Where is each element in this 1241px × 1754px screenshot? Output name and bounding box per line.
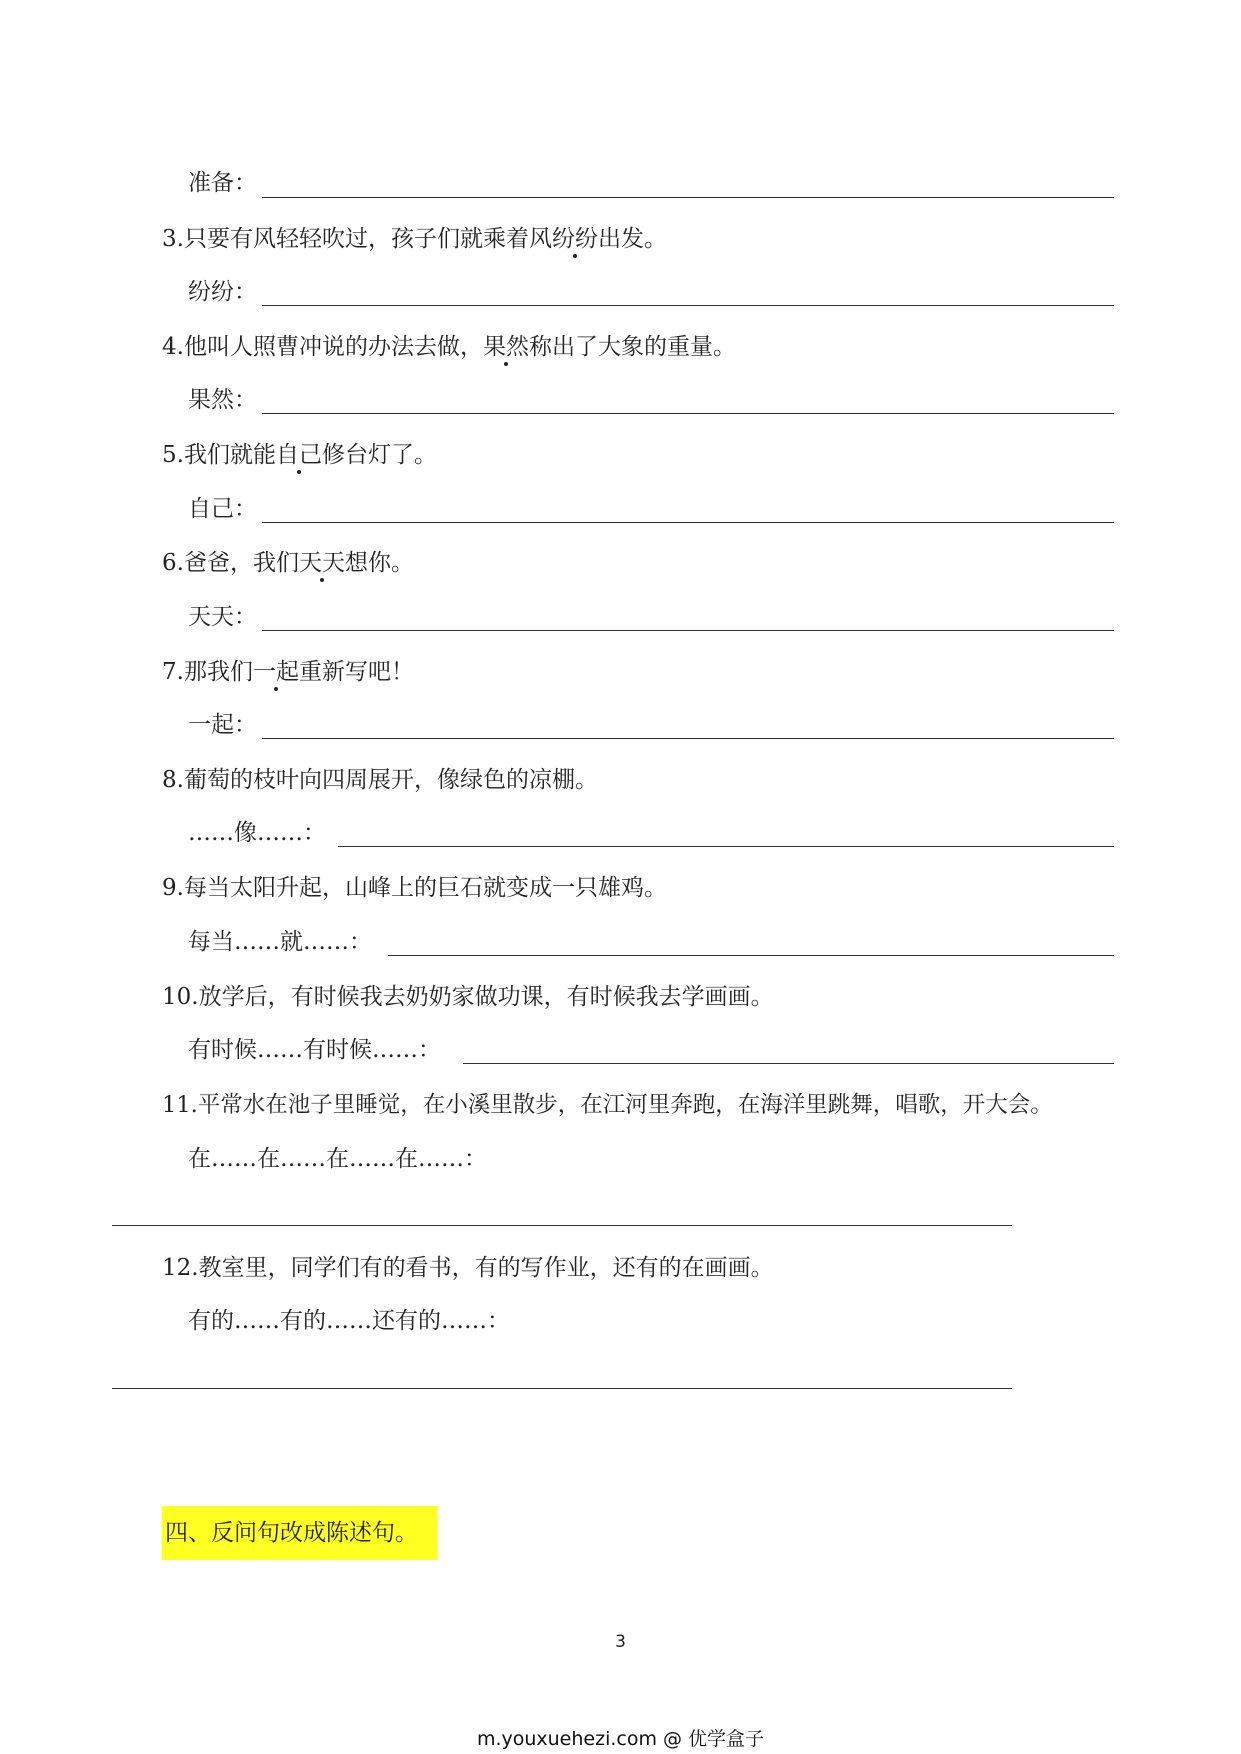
question-number: 3. xyxy=(162,226,184,252)
answer-line-7[interactable] xyxy=(262,738,1114,739)
answer-label-12: 有的……有的……还有的……： xyxy=(188,1308,510,1334)
sentence-part: 修台灯了。 xyxy=(321,442,437,468)
answer-line-3[interactable] xyxy=(262,305,1114,306)
answer-line-8[interactable] xyxy=(338,846,1114,847)
question-number: 12. xyxy=(162,1255,199,1281)
answer-label-3: 纷纷： xyxy=(188,279,257,305)
question-3 xyxy=(162,224,667,254)
question-number: 10. xyxy=(162,984,199,1010)
sentence-part: 想你。 xyxy=(344,550,414,576)
answer-line-12[interactable] xyxy=(112,1388,1012,1389)
sentence: 放学后，有时候我去奶奶家做功课，有时候我去学画画。 xyxy=(198,984,774,1010)
answer-line-10[interactable] xyxy=(463,1063,1114,1064)
question-number: 7. xyxy=(162,659,184,685)
answer-line-5[interactable] xyxy=(262,522,1114,523)
key-word: 自己 xyxy=(275,442,322,468)
key-word: 天天 xyxy=(298,550,345,576)
sentence-part: 重新写吧！ xyxy=(298,659,414,685)
answer-label-5: 自己： xyxy=(188,496,257,522)
sentence: 葡萄的枝叶向四周展开，像绿色的凉棚。 xyxy=(183,767,598,793)
answer-line-4[interactable] xyxy=(262,413,1114,414)
sentence-part: 那我们 xyxy=(183,659,253,685)
question-number: 11. xyxy=(162,1092,198,1118)
question-5 xyxy=(162,440,437,470)
answer-label-2: 准备： xyxy=(188,170,257,196)
question-11 xyxy=(162,1090,1053,1120)
answer-line-2[interactable] xyxy=(262,197,1114,198)
question-6 xyxy=(162,548,414,578)
answer-line-6[interactable] xyxy=(262,630,1114,631)
answer-line-11[interactable] xyxy=(112,1225,1012,1226)
answer-label-4: 果然： xyxy=(188,387,257,413)
question-4 xyxy=(162,332,736,362)
footer-watermark: m.youxuehezi.com @ 优学盒子 xyxy=(476,1728,765,1750)
page-number: 3 xyxy=(615,1632,626,1652)
question-number: 9. xyxy=(162,875,184,901)
key-word: 一起 xyxy=(252,659,299,685)
question-number: 6. xyxy=(162,550,184,576)
question-number: 5. xyxy=(162,442,184,468)
sentence-part: 我们就能 xyxy=(183,442,276,468)
question-number: 4. xyxy=(162,334,184,360)
sentence-part: 爸爸，我们 xyxy=(183,550,299,576)
answer-label-9: 每当……就……： xyxy=(188,929,372,955)
answer-label-8: ……像……： xyxy=(188,820,326,846)
sentence: 教室里，同学们有的看书，有的写作业，还有的在画画。 xyxy=(198,1255,774,1281)
question-number: 8. xyxy=(162,767,184,793)
sentence-part: 称出了大象的重量。 xyxy=(528,334,736,360)
answer-label-11: 在……在……在……在……： xyxy=(188,1146,487,1172)
question-9 xyxy=(162,873,667,903)
answer-label-10: 有时候……有时候……： xyxy=(188,1037,441,1063)
answer-label-6: 天天： xyxy=(188,604,257,630)
section-heading: 四、反问句改成陈述句。 xyxy=(162,1506,437,1560)
question-7 xyxy=(162,657,414,687)
question-12 xyxy=(162,1253,774,1283)
sentence-part: 他叫人照曹冲说的办法去做， xyxy=(183,334,483,360)
answer-label-7: 一起： xyxy=(188,712,257,738)
key-word: 纷纷 xyxy=(551,226,598,252)
answer-line-9[interactable] xyxy=(388,955,1114,956)
question-8 xyxy=(162,765,598,795)
sentence: 每当太阳升起，山峰上的巨石就变成一只雄鸡。 xyxy=(183,875,667,901)
key-word: 果然 xyxy=(482,334,529,360)
sentence: 平常水在池子里睡觉，在小溪里散步，在江河里奔跑，在海洋里跳舞，唱歌，开大会。 xyxy=(197,1092,1053,1118)
question-10 xyxy=(162,982,774,1012)
sentence-part: 只要有风轻轻吹过，孩子们就乘着风 xyxy=(183,226,552,252)
sentence-part: 出发。 xyxy=(597,226,667,252)
